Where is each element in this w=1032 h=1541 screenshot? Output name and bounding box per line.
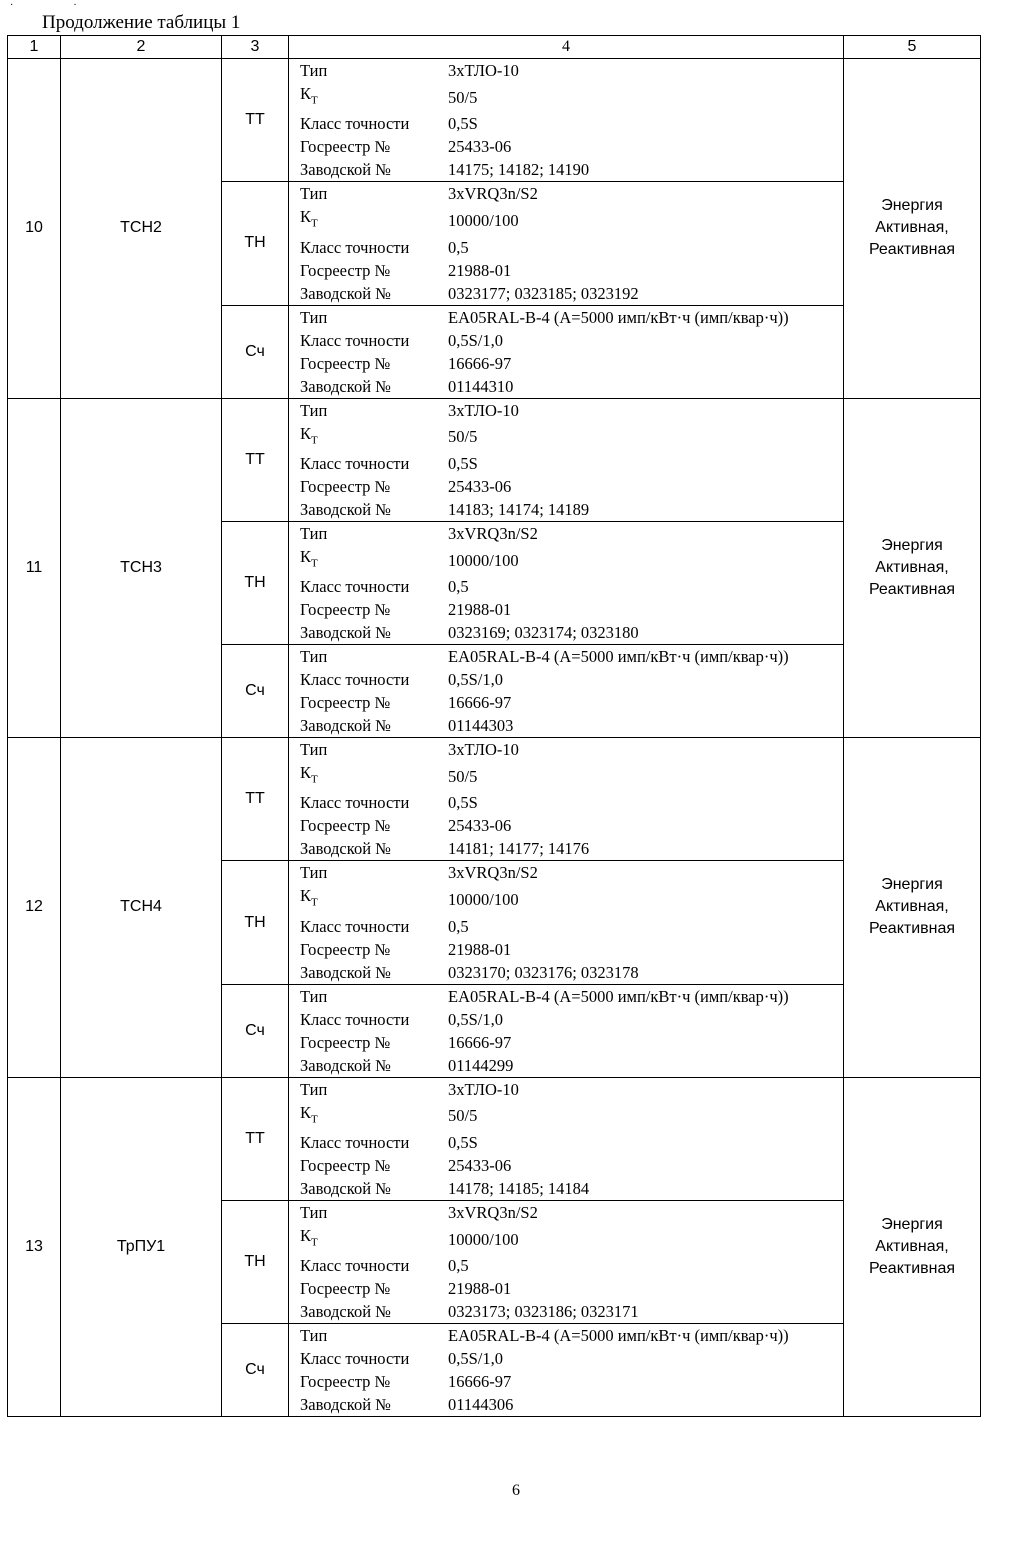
equipment-table bbox=[7, 35, 981, 1417]
spec-row bbox=[289, 668, 843, 691]
spec-row bbox=[289, 422, 843, 452]
spec-row bbox=[289, 158, 843, 181]
spec-value-serial: 14181; 14177; 14176 bbox=[448, 839, 590, 859]
spec-label-kt: $К_Т$ bbox=[300, 1226, 318, 1249]
spec-value-registry: 21988-01 bbox=[448, 600, 512, 620]
spec-block-sch bbox=[289, 1324, 843, 1416]
spec-value-serial: 01144303 bbox=[448, 716, 514, 736]
spec-label-registry: Госреестр № bbox=[300, 1372, 391, 1392]
spec-label-registry: Госреестр № bbox=[300, 600, 391, 620]
spec-row bbox=[289, 205, 843, 235]
spec-row bbox=[289, 814, 843, 837]
device-code-tt: ТТ bbox=[222, 738, 289, 861]
spec-value-registry: 25433-06 bbox=[448, 476, 512, 496]
spec-label-type: Тип bbox=[300, 523, 328, 543]
spec-label-kt: $К_Т$ bbox=[300, 423, 318, 446]
device-code-tn: ТН bbox=[222, 521, 289, 644]
spec-label-accuracy: Класс точности bbox=[300, 1133, 410, 1153]
spec-value-serial: 0323177; 0323185; 0323192 bbox=[448, 283, 639, 303]
spec-label-type: Тип bbox=[300, 400, 328, 420]
spec-value-registry: 16666-97 bbox=[448, 353, 512, 373]
device-code-tt: ТТ bbox=[222, 1077, 289, 1200]
spec-value-accuracy: 0,5 bbox=[448, 237, 469, 257]
table-row bbox=[8, 398, 981, 521]
spec-value-accuracy: 0,5S bbox=[448, 453, 478, 473]
spec-row bbox=[289, 1054, 843, 1077]
spec-row bbox=[289, 306, 843, 329]
spec-value-type: 3хVRQ3n/S2 bbox=[448, 184, 538, 204]
spec-row bbox=[289, 522, 843, 545]
spec-row bbox=[289, 1370, 843, 1393]
connection-name: ТСН3 bbox=[61, 398, 222, 738]
spec-label-accuracy: Класс точности bbox=[300, 1349, 410, 1369]
spec-value-type: 3хТЛО-10 bbox=[448, 1079, 519, 1099]
spec-value-accuracy: 0,5 bbox=[448, 577, 469, 597]
spec-row bbox=[289, 1008, 843, 1031]
device-code-tt: ТТ bbox=[222, 59, 289, 182]
spec-row bbox=[289, 1177, 843, 1200]
spec-value-kt: 50/5 bbox=[448, 427, 478, 447]
spec-row bbox=[289, 621, 843, 644]
spec-label-registry: Госреестр № bbox=[300, 1156, 391, 1176]
row-number: 13 bbox=[8, 1077, 61, 1417]
spec-value-registry: 25433-06 bbox=[448, 816, 512, 836]
device-code-sch: Сч bbox=[222, 1324, 289, 1417]
spec-row bbox=[289, 182, 843, 205]
spec-label-accuracy: Класс точности bbox=[300, 453, 410, 473]
spec-row bbox=[289, 575, 843, 598]
spec-row bbox=[289, 738, 843, 761]
spec-block-tn bbox=[289, 182, 843, 304]
energy-type: Энергия Активная, Реактивная bbox=[844, 738, 981, 1078]
spec-row bbox=[289, 475, 843, 498]
spec-label-type: Тип bbox=[300, 1203, 328, 1223]
spec-row bbox=[289, 112, 843, 135]
spec-block-tt bbox=[289, 1078, 843, 1200]
spec-row bbox=[289, 498, 843, 521]
spec-value-serial: 14183; 14174; 14189 bbox=[448, 499, 590, 519]
device-code-sch: Сч bbox=[222, 645, 289, 738]
spec-label-serial: Заводской № bbox=[300, 839, 391, 859]
table-caption: Продолжение таблицы 1 bbox=[42, 12, 241, 33]
device-specs-tt bbox=[289, 738, 844, 861]
spec-row bbox=[289, 884, 843, 914]
device-specs-sch bbox=[289, 305, 844, 398]
spec-value-accuracy: 0,5S bbox=[448, 793, 478, 813]
spec-row bbox=[289, 452, 843, 475]
spec-label-type: Тип bbox=[300, 986, 328, 1006]
spec-row bbox=[289, 59, 843, 82]
device-specs-sch bbox=[289, 645, 844, 738]
row-number: 11 bbox=[8, 398, 61, 738]
spec-row bbox=[289, 375, 843, 398]
spec-row bbox=[289, 1277, 843, 1300]
spec-value-serial: 01144299 bbox=[448, 1055, 514, 1075]
spec-row bbox=[289, 135, 843, 158]
spec-label-serial: Заводской № bbox=[300, 1055, 391, 1075]
energy-type: Энергия Активная, Реактивная bbox=[844, 59, 981, 399]
spec-label-type: Тип bbox=[300, 1079, 328, 1099]
spec-row bbox=[289, 714, 843, 737]
spec-value-accuracy: 0,5S/1,0 bbox=[448, 1009, 504, 1029]
connection-name: ТрПУ1 bbox=[61, 1077, 222, 1417]
spec-row bbox=[289, 1224, 843, 1254]
device-specs-sch bbox=[289, 1324, 844, 1417]
spec-label-type: Тип bbox=[300, 740, 328, 760]
device-specs-tt bbox=[289, 59, 844, 182]
device-specs-tn bbox=[289, 1201, 844, 1324]
spec-row bbox=[289, 598, 843, 621]
spec-value-registry: 25433-06 bbox=[448, 137, 512, 157]
table-body bbox=[8, 59, 981, 1417]
spec-label-type: Тип bbox=[300, 863, 328, 883]
spec-value-type: 3хТЛО-10 bbox=[448, 740, 519, 760]
spec-row bbox=[289, 259, 843, 282]
spec-value-type: ЕА05RAL-B-4 (А=5000 имп/кВт·ч (имп/квар·ч)) bbox=[448, 1326, 789, 1346]
header-col-4: 4 bbox=[289, 36, 844, 59]
row-number: 12 bbox=[8, 738, 61, 1078]
device-code-tt: ТТ bbox=[222, 398, 289, 521]
spec-value-type: 3хVRQ3n/S2 bbox=[448, 863, 538, 883]
spec-row bbox=[289, 399, 843, 422]
device-specs-tn bbox=[289, 182, 844, 305]
spec-value-registry: 16666-97 bbox=[448, 1372, 512, 1392]
spec-label-serial: Заводской № bbox=[300, 283, 391, 303]
spec-label-serial: Заводской № bbox=[300, 623, 391, 643]
spec-value-serial: 14178; 14185; 14184 bbox=[448, 1179, 590, 1199]
header-col-5: 5 bbox=[844, 36, 981, 59]
spec-block-tn bbox=[289, 522, 843, 644]
device-code-sch: Сч bbox=[222, 984, 289, 1077]
spec-label-accuracy: Класс точности bbox=[300, 114, 410, 134]
spec-label-serial: Заводской № bbox=[300, 962, 391, 982]
spec-value-kt: 50/5 bbox=[448, 87, 478, 107]
spec-value-serial: 01144310 bbox=[448, 376, 514, 396]
spec-block-sch bbox=[289, 985, 843, 1077]
spec-value-registry: 25433-06 bbox=[448, 1156, 512, 1176]
spec-value-serial: 01144306 bbox=[448, 1395, 514, 1415]
spec-row bbox=[289, 1300, 843, 1323]
spec-label-serial: Заводской № bbox=[300, 376, 391, 396]
spec-value-type: 3хТЛО-10 bbox=[448, 400, 519, 420]
connection-name: ТСН4 bbox=[61, 738, 222, 1078]
spec-label-registry: Госреестр № bbox=[300, 1279, 391, 1299]
spec-label-accuracy: Класс точности bbox=[300, 237, 410, 257]
spec-row bbox=[289, 282, 843, 305]
spec-row bbox=[289, 352, 843, 375]
page-number: 6 bbox=[512, 1482, 520, 1499]
spec-block-tt bbox=[289, 399, 843, 521]
spec-label-type: Тип bbox=[300, 61, 328, 80]
spec-row bbox=[289, 1393, 843, 1416]
spec-row bbox=[289, 1324, 843, 1347]
spec-label-kt: $К_Т$ bbox=[300, 546, 318, 570]
spec-label-accuracy: Класс точности bbox=[300, 577, 410, 597]
spec-label-serial: Заводской № bbox=[300, 716, 391, 736]
spec-value-serial: 14175; 14182; 14190 bbox=[448, 160, 590, 180]
spec-label-registry: Госреестр № bbox=[300, 137, 391, 157]
energy-type: Энергия Активная, Реактивная bbox=[844, 1077, 981, 1417]
spec-row bbox=[289, 691, 843, 714]
spec-value-type: 3хТЛО-10 bbox=[448, 61, 519, 80]
spec-value-type: ЕА05RAL-B-4 (А=5000 имп/кВт·ч (имп/квар·ч)) bbox=[448, 986, 789, 1006]
spec-row bbox=[289, 1101, 843, 1131]
spec-value-registry: 21988-01 bbox=[448, 939, 512, 959]
spec-row bbox=[289, 1078, 843, 1101]
energy-type: Энергия Активная, Реактивная bbox=[844, 398, 981, 738]
spec-value-registry: 16666-97 bbox=[448, 693, 512, 713]
scan-dots: ·· bbox=[10, 0, 137, 11]
connection-name: ТСН2 bbox=[61, 59, 222, 399]
table-row bbox=[8, 738, 981, 861]
spec-label-serial: Заводской № bbox=[300, 499, 391, 519]
spec-row bbox=[289, 1131, 843, 1154]
spec-label-type: Тип bbox=[300, 647, 328, 667]
spec-value-kt: 10000/100 bbox=[448, 550, 519, 570]
spec-label-kt: $К_Т$ bbox=[300, 207, 318, 230]
spec-row bbox=[289, 761, 843, 791]
spec-row bbox=[289, 329, 843, 352]
header-col-3: 3 bbox=[222, 36, 289, 59]
spec-value-registry: 21988-01 bbox=[448, 260, 512, 280]
spec-label-serial: Заводской № bbox=[300, 1302, 391, 1322]
spec-value-kt: 50/5 bbox=[448, 1106, 478, 1126]
spec-row bbox=[289, 1254, 843, 1277]
spec-value-type: ЕА05RAL-B-4 (А=5000 имп/кВт·ч (имп/квар·ч)) bbox=[448, 307, 789, 327]
spec-value-accuracy: 0,5 bbox=[448, 916, 469, 936]
spec-block-sch bbox=[289, 645, 843, 737]
spec-value-registry: 16666-97 bbox=[448, 1032, 512, 1052]
spec-row bbox=[289, 236, 843, 259]
spec-value-accuracy: 0,5S bbox=[448, 114, 478, 134]
spec-value-accuracy: 0,5S/1,0 bbox=[448, 1349, 504, 1369]
spec-label-accuracy: Класс точности bbox=[300, 670, 410, 690]
spec-row bbox=[289, 961, 843, 984]
device-code-sch: Сч bbox=[222, 305, 289, 398]
spec-label-registry: Госреестр № bbox=[300, 353, 391, 373]
spec-label-accuracy: Класс точности bbox=[300, 330, 410, 350]
spec-label-kt: $К_Т$ bbox=[300, 886, 318, 909]
row-number: 10 bbox=[8, 59, 61, 399]
spec-row bbox=[289, 1031, 843, 1054]
spec-label-registry: Госреестр № bbox=[300, 1032, 391, 1052]
spec-label-kt: $К_Т$ bbox=[300, 763, 318, 786]
device-specs-tt bbox=[289, 398, 844, 521]
table-row bbox=[8, 59, 981, 182]
spec-label-registry: Госреестр № bbox=[300, 939, 391, 959]
spec-row bbox=[289, 861, 843, 884]
device-code-tn: ТН bbox=[222, 861, 289, 984]
device-code-tn: ТН bbox=[222, 182, 289, 305]
spec-row bbox=[289, 1347, 843, 1370]
spec-block-tn bbox=[289, 861, 843, 983]
spec-label-accuracy: Класс точности bbox=[300, 916, 410, 936]
spec-label-registry: Госреестр № bbox=[300, 476, 391, 496]
spec-label-registry: Госреестр № bbox=[300, 260, 391, 280]
spec-label-serial: Заводской № bbox=[300, 160, 391, 180]
spec-label-type: Тип bbox=[300, 307, 328, 327]
spec-row bbox=[289, 645, 843, 668]
device-code-tn: ТН bbox=[222, 1201, 289, 1324]
spec-row bbox=[289, 1154, 843, 1177]
spec-row bbox=[289, 837, 843, 860]
spec-label-type: Тип bbox=[300, 184, 328, 204]
spec-row bbox=[289, 938, 843, 961]
spec-row bbox=[289, 82, 843, 112]
spec-value-serial: 0323170; 0323176; 0323178 bbox=[448, 962, 639, 982]
device-specs-tn bbox=[289, 521, 844, 644]
spec-value-type: ЕА05RAL-B-4 (А=5000 имп/кВт·ч (имп/квар·ч)) bbox=[448, 647, 789, 667]
spec-value-kt: 10000/100 bbox=[448, 1229, 519, 1249]
device-specs-tn bbox=[289, 861, 844, 984]
spec-label-kt: $К_Т$ bbox=[300, 1102, 318, 1126]
spec-label-type: Тип bbox=[300, 1326, 328, 1346]
spec-block-tn bbox=[289, 1201, 843, 1323]
spec-row bbox=[289, 545, 843, 575]
spec-value-accuracy: 0,5 bbox=[448, 1256, 469, 1276]
table-row bbox=[8, 1077, 981, 1200]
spec-label-serial: Заводской № bbox=[300, 1395, 391, 1415]
spec-value-registry: 21988-01 bbox=[448, 1279, 512, 1299]
spec-label-registry: Госреестр № bbox=[300, 816, 391, 836]
header-col-2: 2 bbox=[61, 36, 222, 59]
spec-block-sch bbox=[289, 306, 843, 398]
spec-value-kt: 50/5 bbox=[448, 766, 478, 786]
spec-value-accuracy: 0,5S/1,0 bbox=[448, 670, 504, 690]
spec-row bbox=[289, 1201, 843, 1224]
spec-value-serial: 0323173; 0323186; 0323171 bbox=[448, 1302, 639, 1322]
spec-label-serial: Заводской № bbox=[300, 1179, 391, 1199]
header-row bbox=[8, 36, 981, 59]
spec-value-type: 3хVRQ3n/S2 bbox=[448, 1203, 538, 1223]
spec-row bbox=[289, 985, 843, 1008]
spec-value-accuracy: 0,5S/1,0 bbox=[448, 330, 504, 350]
spec-label-kt: $К_Т$ bbox=[300, 84, 318, 107]
spec-row bbox=[289, 791, 843, 814]
spec-label-accuracy: Класс точности bbox=[300, 1256, 410, 1276]
spec-label-accuracy: Класс точности bbox=[300, 1009, 410, 1029]
spec-row bbox=[289, 915, 843, 938]
spec-value-type: 3хVRQ3n/S2 bbox=[448, 523, 538, 543]
spec-value-serial: 0323169; 0323174; 0323180 bbox=[448, 623, 639, 643]
spec-label-accuracy: Класс точности bbox=[300, 793, 410, 813]
spec-value-kt: 10000/100 bbox=[448, 890, 519, 910]
device-specs-tt bbox=[289, 1077, 844, 1200]
spec-block-tt bbox=[289, 738, 843, 860]
spec-value-accuracy: 0,5S bbox=[448, 1133, 478, 1153]
device-specs-sch bbox=[289, 984, 844, 1077]
spec-value-kt: 10000/100 bbox=[448, 210, 519, 230]
header-col-1: 1 bbox=[8, 36, 61, 59]
spec-block-tt bbox=[289, 59, 843, 181]
spec-label-registry: Госреестр № bbox=[300, 693, 391, 713]
